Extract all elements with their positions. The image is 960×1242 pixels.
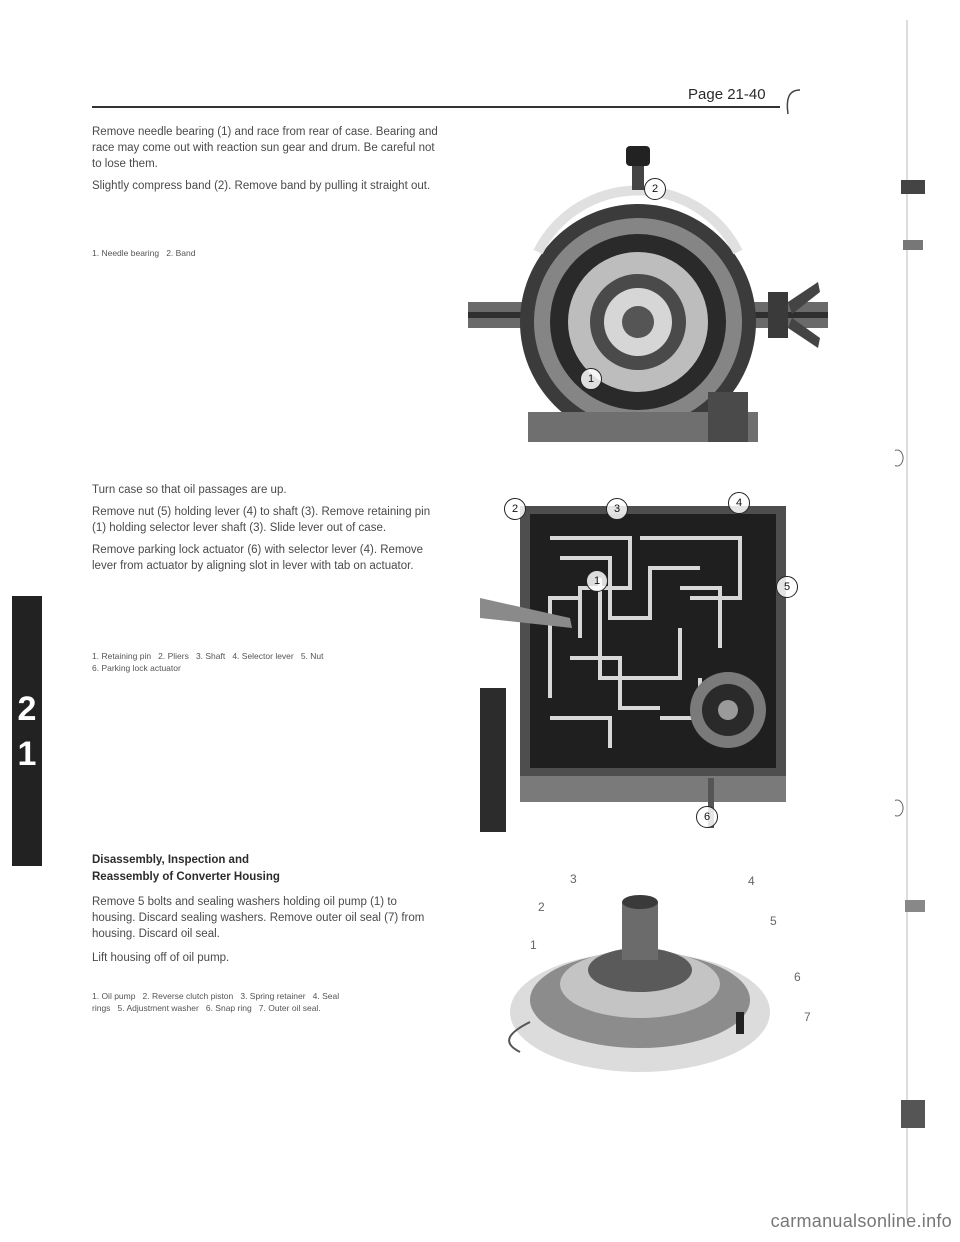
section-tab-number-2: 2 [17, 690, 37, 728]
paragraph: Slightly compress band (2). Remove band by pulling it straight out. [92, 180, 431, 192]
paragraph: Remove nut (5) holding lever (4) to shaft (3). Remove retaining pin (1) holding selector lever shaft (3). Slide lever out of case. [92, 506, 431, 534]
figure-callout: 3 [570, 872, 577, 886]
figure-callout: 7 [804, 1010, 811, 1024]
figure-caption: 1. Needle bearing 2. Band [92, 248, 196, 258]
figure-callout: 6 [794, 970, 801, 984]
paragraph: Lift housing off of oil pump. [92, 952, 230, 964]
paragraph: Turn case so that oil passages are up. [92, 484, 287, 496]
figure-callout: 1 [586, 570, 608, 592]
figure-caption [92, 990, 452, 1014]
figure-callout: 3 [606, 498, 628, 520]
figure-callout: 6 [696, 806, 718, 828]
figure-callout: 1 [530, 938, 537, 952]
section-tab [12, 596, 42, 866]
section3-text [92, 894, 442, 966]
figure-callout: 1 [580, 368, 602, 390]
figure-caption [92, 650, 452, 674]
section3-heading [92, 852, 280, 886]
figure-callout: 5 [770, 914, 777, 928]
scan-edge-artifact [895, 0, 960, 1242]
valve-body-oil-passages-image [480, 478, 820, 832]
figure-callout: 4 [748, 874, 755, 888]
figure-callout: 5 [776, 576, 798, 598]
header-rule [92, 106, 780, 108]
caption-line: 1. Retaining pin 2. Pliers 3. Shaft 4. Selector lever 5. Nut [92, 651, 324, 661]
caption-line: 1. Oil pump 2. Reverse clutch piston 3. Spring retainer 4. Seal [92, 991, 340, 1001]
photo-converter-housing [490, 862, 830, 1162]
section2-text [92, 482, 442, 574]
figure-callout: 2 [504, 498, 526, 520]
figure-callout: 2 [644, 178, 666, 200]
corner-bracket-mark [782, 88, 804, 116]
paragraph: Remove parking lock actuator (6) with selector lever (4). Remove lever from actuator by aligning slot in lever with tab on actuator. [92, 544, 424, 572]
caption-line: rings 5. Adjustment washer 6. Snap ring 7. Outer oil seal. [92, 1003, 321, 1013]
caption-line: 6. Parking lock actuator [92, 663, 181, 673]
section1-text [92, 124, 438, 194]
watermark: carmanualsonline.info [770, 1211, 952, 1231]
heading-line: Disassembly, Inspection and [92, 854, 250, 866]
paragraph: Remove 5 bolts and sealing washers holding oil pump (1) to housing. Discard sealing washers. Remove outer oil seal (7) from housing. Discard oil seal. [92, 896, 425, 940]
photo-band-removal [468, 142, 828, 442]
figure-callout: 4 [728, 492, 750, 514]
section-tab-number-1: 1 [17, 735, 37, 773]
paragraph: Remove needle bearing (1) and race from rear of case. Bearing and race may come out with reaction sun gear and drum. Be careful not to lose them. [92, 126, 438, 170]
figure-callout: 2 [538, 900, 545, 914]
page-number: Page 21-40 [688, 86, 766, 103]
heading-line: Reassembly of Converter Housing [92, 871, 280, 883]
photo-valve-body [480, 478, 820, 832]
